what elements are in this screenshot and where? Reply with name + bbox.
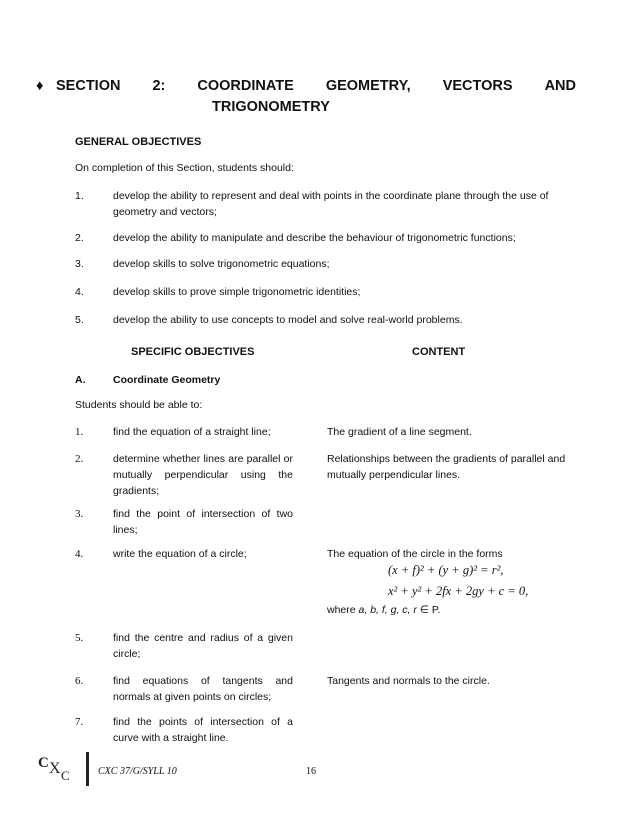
diamond-bullet-icon: ♦: [36, 78, 44, 94]
section-title-line-1: [56, 78, 576, 94]
subsection-intro: Students should be able to:: [75, 399, 203, 411]
section-word-6: AND: [544, 78, 576, 94]
subsection-letter: A.: [75, 374, 86, 386]
footer-divider: [86, 752, 89, 786]
section-word-2: 2:: [152, 78, 166, 94]
svg-text:C: C: [38, 755, 49, 771]
section-word-3: COORDINATE: [197, 78, 294, 94]
section-word-4: GEOMETRY,: [325, 78, 411, 94]
syllabus-code: CXC 37/G/SYLL 10: [98, 766, 177, 777]
syllabus-page: ♦ SECTION 2: COORDINATE GEOMETRY, VECTORS AND TRIGONOMETRY GENERAL OBJECTIVES On completion of this Section, students should: 1. develop the ability to represent and deal with points in the coordinate plane through the use of geometry and vectors; 2. develop the ability to manipulate and describe the behaviour of trigonometric functions; 3. develop skills to solve trigonometric equations; 4. develop skills to prove simple trigonometric identities; 5. develop the ability to use concepts to model and solve real-world problems. SPECIFIC OBJECTIVES CONTENT A. Coordinate Geometry Students should be able to: 1. find the equation of a straight line; The gradient of a line segment. 2. determine whether lines are parallel or mutually perpendicular using the gradients; Relationships between the gradients of parallel and mutually perpendicular lines. 3. find the point of intersection of two lines; 4. write the equation of a circle; The equation of the circle in the forms (x + f)² + (y + g)² = r², x² + y² + 2fx + 2gy + c = 0, where a, b, f, g, c, r ∈ P. 5. find the centre and radius of a given circle; 6. find equations of tangents and normals at given points on circles; Tangents and normals to the circle. 7. find the points of intersection of a curve with a straight line. C X C CXC 37/G/SYLL 10 16: [0, 0, 638, 826]
section-title-line-2: TRIGONOMETRY: [212, 99, 330, 115]
svg-text:X: X: [49, 760, 61, 777]
variables-domain-note: where a, b, f, g, c, r ∈ P.: [327, 604, 441, 616]
circle-equation-standard-form: (x + f)² + (y + g)² = r²,: [388, 563, 504, 577]
section-word-1: SECTION: [56, 78, 121, 94]
subsection-title: Coordinate Geometry: [113, 374, 221, 386]
general-objectives-intro: On completion of this Section, students should:: [75, 162, 294, 174]
circle-equation-general-form: x² + y² + 2fx + 2gy + c = 0,: [388, 584, 529, 598]
specific-objectives-heading: SPECIFIC OBJECTIVES: [131, 346, 255, 358]
content-heading: CONTENT: [412, 346, 466, 358]
cxc-logo-icon: [36, 752, 82, 782]
general-objectives-heading: GENERAL OBJECTIVES: [75, 136, 202, 148]
page-number: 16: [306, 766, 316, 777]
section-word-5: VECTORS: [442, 78, 513, 94]
svg-text:C: C: [61, 768, 70, 782]
page-footer: [36, 752, 336, 792]
